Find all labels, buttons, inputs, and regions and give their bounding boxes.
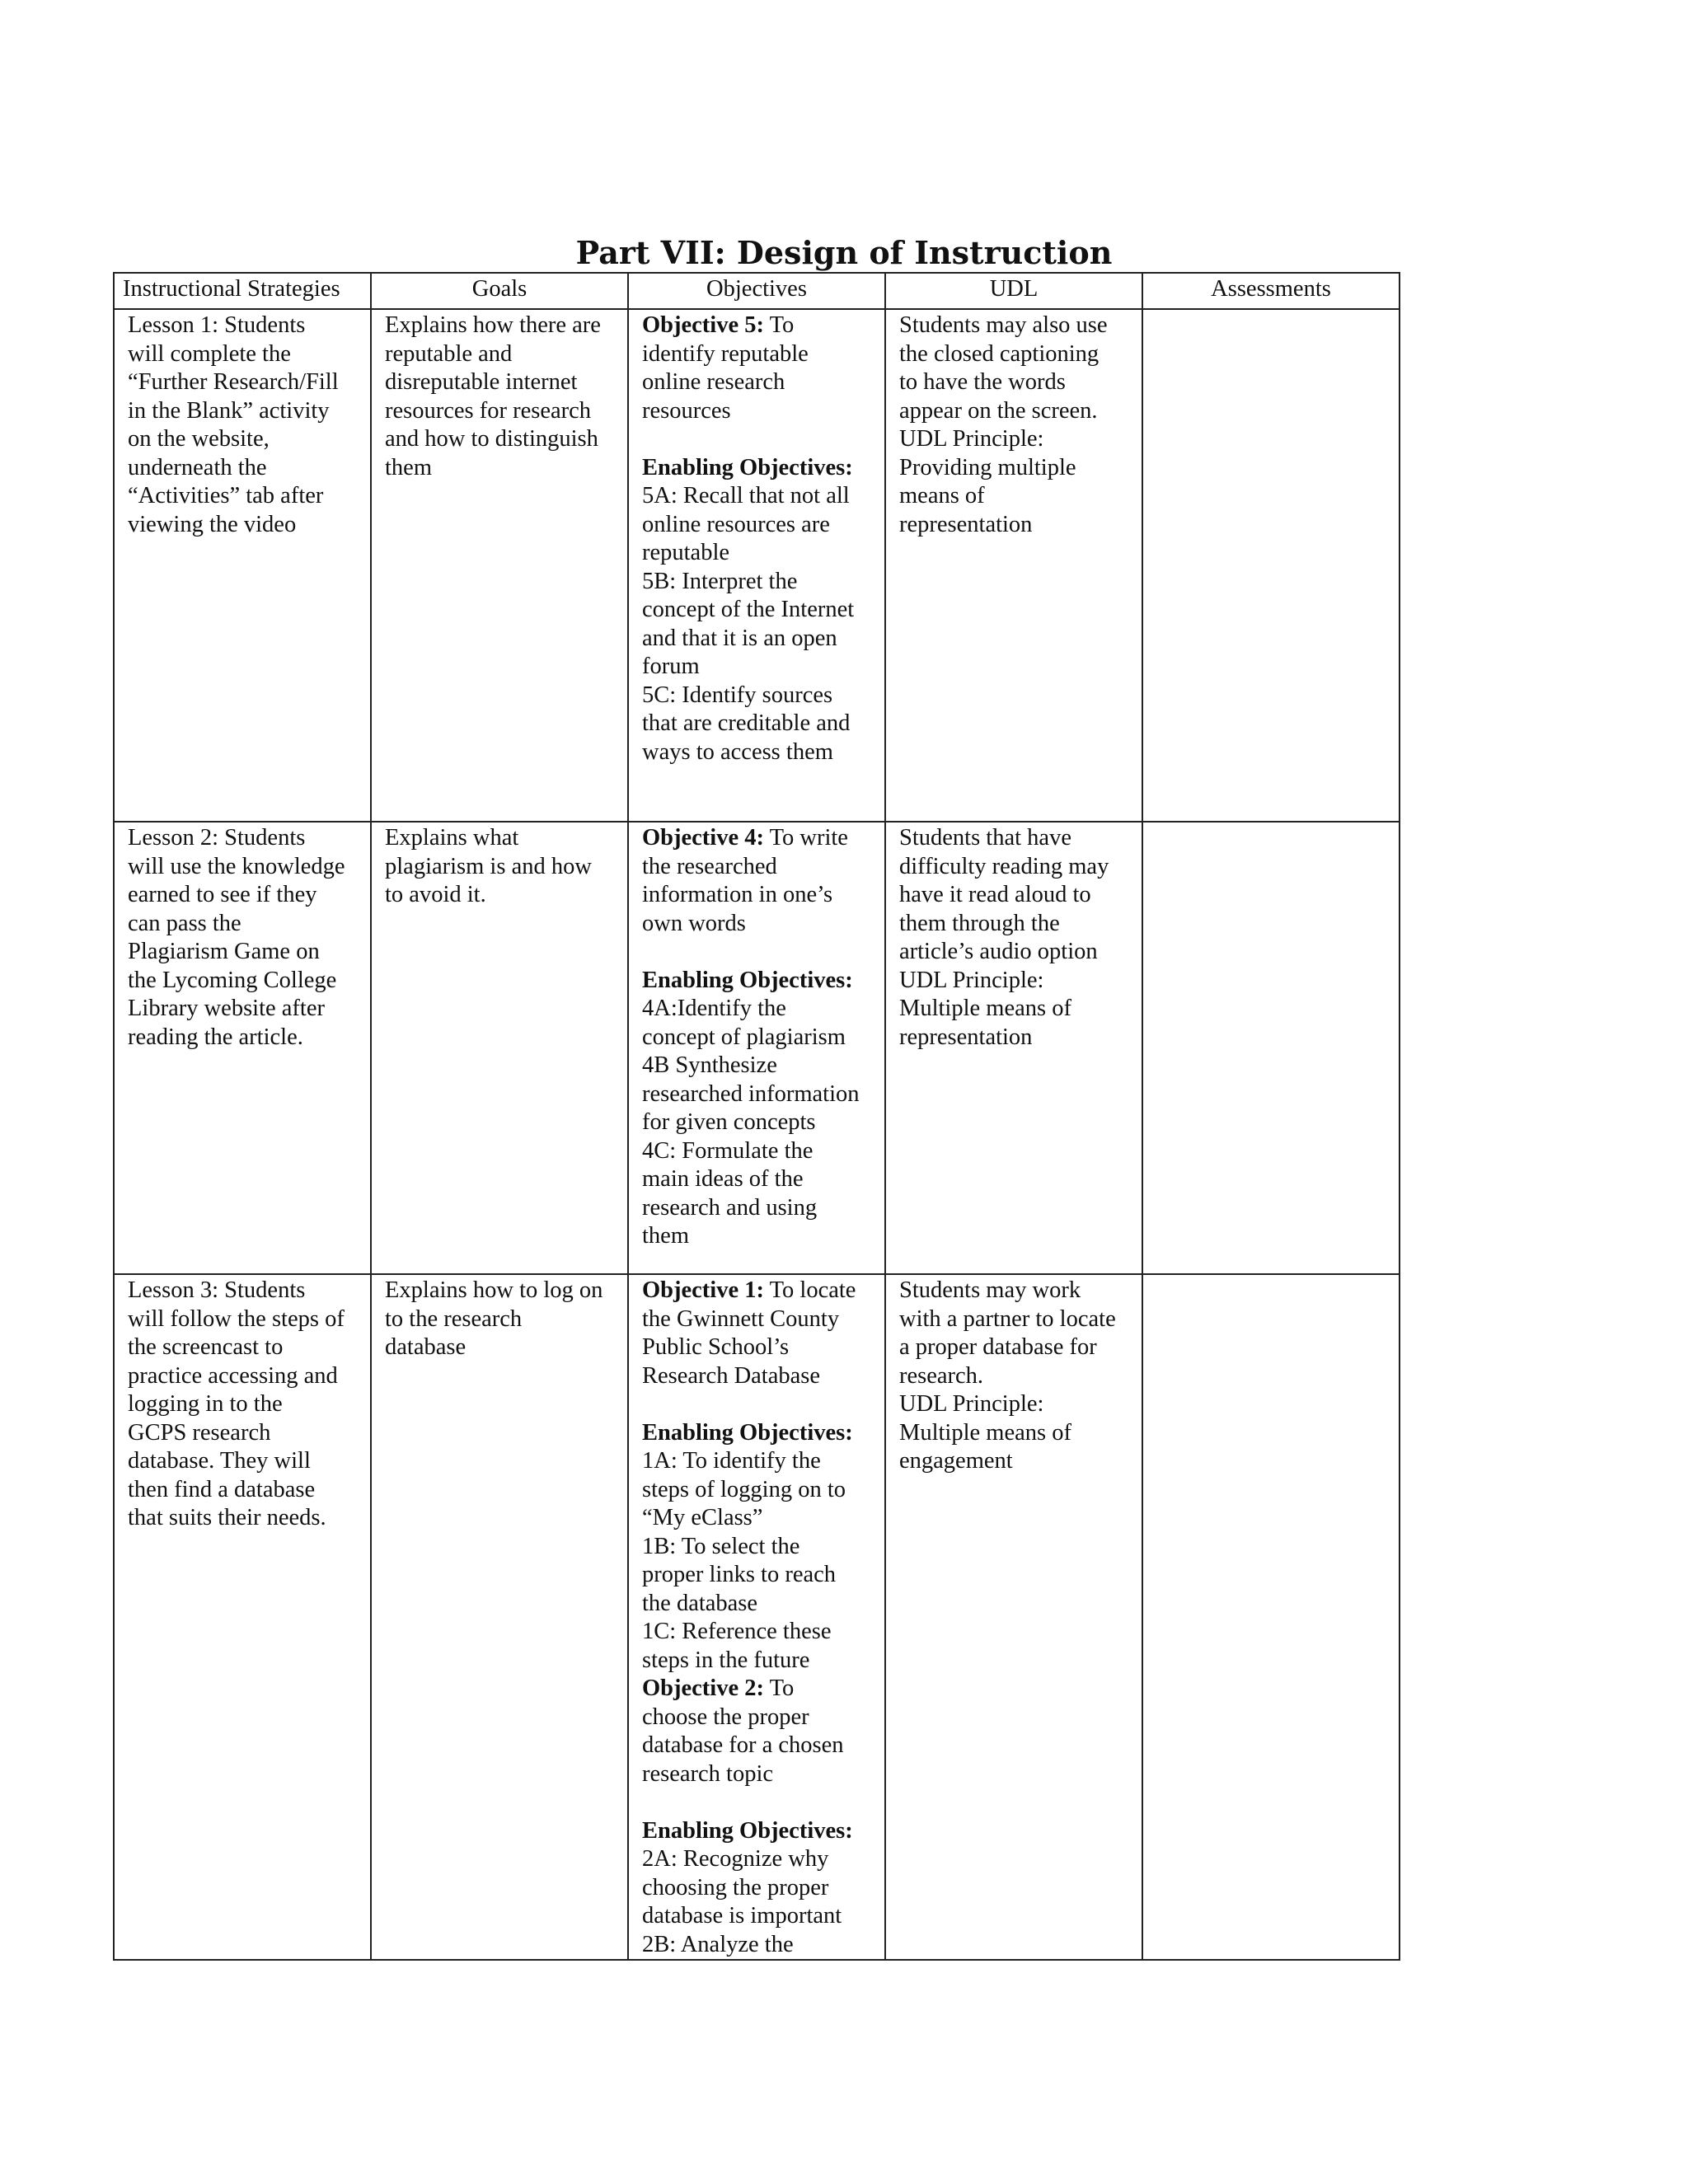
strategy-cell: Lesson 2: Students will use the knowledge earned to see if they can pass the Plagiarism Game on the Lycoming College Library website after reading the article. bbox=[114, 822, 371, 1274]
design-of-instruction-table bbox=[113, 272, 1400, 1961]
objective-cell: Objective 5: To identify reputable online research resources Enabling Objectives: 5A: Recall that not all online resources are reputable 5B: Interpret the concept of the Internet and that it is an open forum 5C: Identify sources that are creditable and ways to access them bbox=[628, 309, 885, 822]
objective-heading: Objective 1: bbox=[642, 1277, 764, 1303]
strategy-cell: Lesson 1: Students will complete the “Further Research/Fill in the Blank” activity on the website, underneath the “Activities” tab after viewing the video bbox=[114, 309, 371, 822]
column-header-objectives: Objectives bbox=[628, 273, 885, 309]
enabling-objectives-heading: Enabling Objectives: bbox=[642, 967, 853, 993]
strategy-cell: Lesson 3: Students will follow the steps of the screencast to practice accessing and logging in to the GCPS research database. They will then find a database that suits their needs. bbox=[114, 1274, 371, 1960]
udl-cell: Students may also use the closed captioning to have the words appear on the screen. UDL Principle: Providing multiple means of representation bbox=[885, 309, 1142, 822]
table-row bbox=[114, 309, 1400, 822]
assessment-cell bbox=[1142, 1274, 1400, 1960]
assessment-cell bbox=[1142, 822, 1400, 1274]
enabling-objectives-heading: Enabling Objectives: bbox=[642, 454, 853, 480]
enabling-objectives-heading: Enabling Objectives: bbox=[642, 1817, 853, 1844]
objective-heading: Objective 5: bbox=[642, 312, 764, 338]
column-header-assessments: Assessments bbox=[1142, 273, 1400, 309]
goal-cell: Explains what plagiarism is and how to avoid it. bbox=[371, 822, 628, 1274]
column-header-goals: Goals bbox=[371, 273, 628, 309]
table-header-row bbox=[114, 273, 1400, 309]
goal-cell: Explains how there are reputable and disreputable internet resources for research and how to distinguish them bbox=[371, 309, 628, 822]
goal-cell: Explains how to log on to the research database bbox=[371, 1274, 628, 1960]
table-row bbox=[114, 822, 1400, 1274]
column-header-udl: UDL bbox=[885, 273, 1142, 309]
udl-cell: Students may work with a partner to locate a proper database for research. UDL Principle: Multiple means of engagement bbox=[885, 1274, 1142, 1960]
page-title: Part VII: Design of Instruction bbox=[575, 234, 1113, 271]
assessment-cell bbox=[1142, 309, 1400, 822]
objective-heading: Objective 4: bbox=[642, 825, 764, 851]
objective-heading: Objective 2: bbox=[642, 1675, 764, 1701]
enabling-objectives-heading: Enabling Objectives: bbox=[642, 1419, 853, 1446]
table-row bbox=[114, 1274, 1400, 1960]
objective-cell: Objective 4: To write the researched information in one’s own words Enabling Objectives: 4A:Identify the concept of plagiarism 4B Synthesize researched information for given concepts 4C: Formulate the main ideas of the research and using them bbox=[628, 822, 885, 1274]
udl-cell: Students that have difficulty reading may have it read aloud to them through the article’s audio option UDL Principle: Multiple means of representation bbox=[885, 822, 1142, 1274]
objective-cell: Objective 1: To locate the Gwinnett County Public School’s Research Database Enabling Objectives: 1A: To identify the steps of logging on to “My eClass” 1B: To select the proper links to reach the database 1C: Reference these steps in the future Objective 2: To choose the proper database for a chosen research topic Enabling Objectives: 2A: Recognize why choosing the proper database is important 2B: Analyze the bbox=[628, 1274, 885, 1960]
column-header-instructional-strategies: Instructional Strategies bbox=[114, 273, 371, 309]
